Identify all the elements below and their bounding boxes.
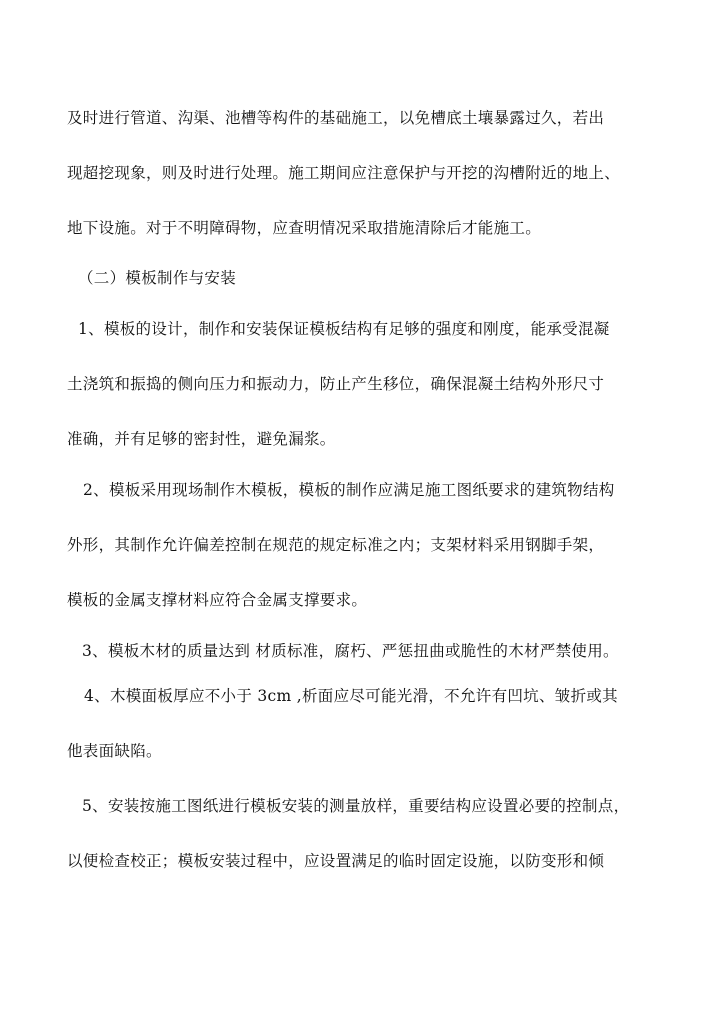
paragraph-line: 现超挖现象，则及时进行处理。施工期间应注意保护与开挖的沟槽附近的地上、 [67,164,621,182]
paragraph-line: 模板的金属支撑材料应符合金属支撑要求。 [67,591,368,609]
paragraph-line: 1、模板的设计，制作和安装保证模板结构有足够的强度和刚度，能承受混凝 [78,320,610,338]
paragraph-line: 2、模板采用现场制作木模板，模板的制作应满足施工图纸要求的建筑物结构 [83,481,615,499]
paragraph-line: 地下设施。对于不明障碍物，应查明情况采取措施清除后才能施工。 [67,219,542,237]
paragraph-line: 土浇筑和振捣的侧向压力和振动力，防止产生移位，确保混凝土结构外形尺寸 [67,375,605,393]
section-heading: （二）模板制作与安装 [78,269,237,287]
paragraph-line: 4、木模面板厚应不小于 3cm ,析面应尽可能光滑，不允许有凹坑、皱折或其 [84,687,618,705]
paragraph-line: 外形，其制作允许偏差控制在规范的规定标准之内；支架材料采用钢脚手架， [67,536,605,554]
paragraph-line: 5、安装按施工图纸进行模板安装的测量放样，重要结构应设置必要的控制点， [82,797,630,815]
paragraph-line: 他表面缺陷。 [67,742,162,760]
paragraph-line: 3、模板木材的质量达到 材质标准，腐朽、严惩扭曲或脆性的木材严禁使用。 [82,642,619,660]
paragraph-line: 及时进行管道、沟渠、池槽等构件的基础施工，以免槽底土壤暴露过久，若出 [67,109,605,127]
paragraph-line: 以便检查校正；模板安装过程中，应设置满足的临时固定设施，以防变形和倾 [67,852,605,870]
paragraph-line: 准确，并有足够的密封性，避免漏浆。 [67,430,336,448]
